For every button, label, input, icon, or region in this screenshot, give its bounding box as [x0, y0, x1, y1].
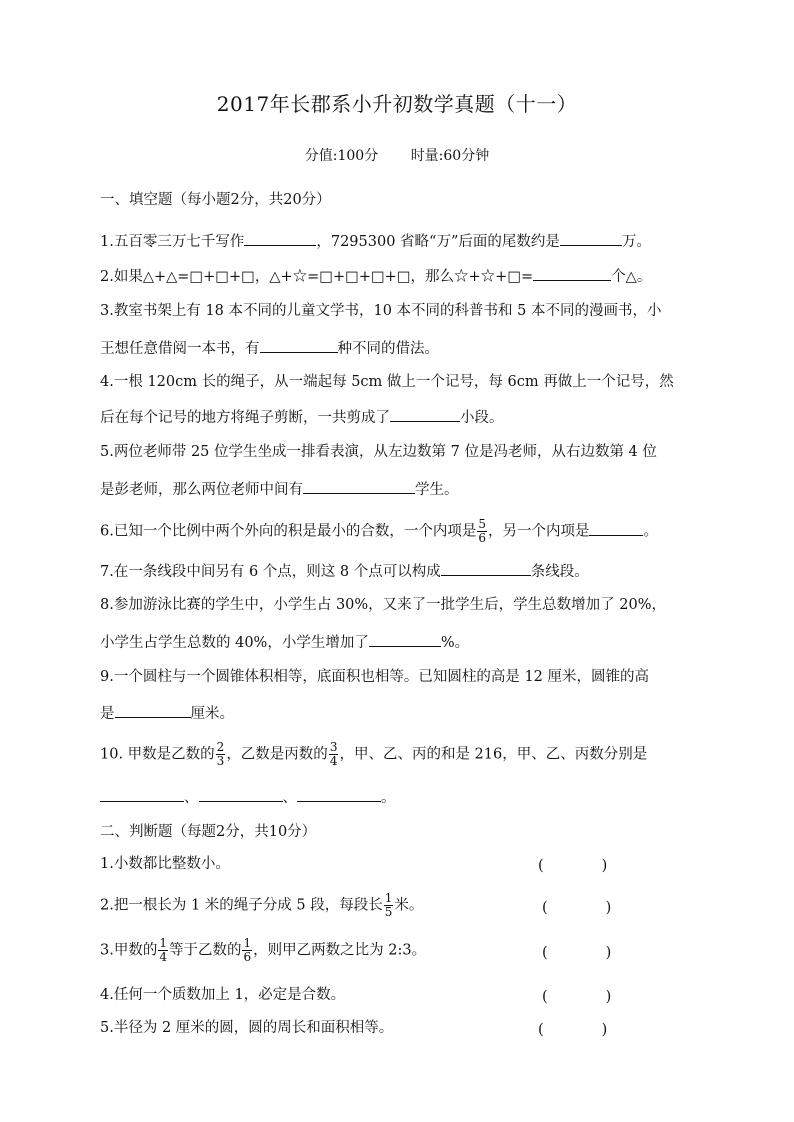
answer-blank[interactable]	[390, 406, 460, 422]
question-5-line1: 5.两位老师带 25 位学生坐成一排看表演，从左边数第 7 位是冯老师，从右边数第 4 位	[100, 444, 657, 460]
judge-answer-box[interactable]: ( )	[542, 900, 612, 916]
fraction: $\frac{3}{4}$	[329, 740, 338, 768]
answer-blank[interactable]	[533, 265, 611, 281]
answer-blank[interactable]	[589, 520, 643, 536]
time-label: 时量:60分钟	[410, 148, 490, 164]
question-5-line2: 是彭老师，那么两位老师中间有 学生。	[100, 478, 459, 500]
judge-answer-box[interactable]: ( )	[538, 858, 608, 874]
fraction: $\frac{1}{6}$	[243, 936, 252, 964]
judge-2: 2.把一根长为 1 米的绳子分成 5 段，每段长 $\frac{1}{5}$ 米。	[100, 891, 424, 919]
question-10-line1: 10. 甲数是乙数的 $\frac{2}{3}$ ，乙数是丙数的 $\frac{3}{4}$ ，甲、乙、丙的和是 216，甲、乙、丙数分别是	[100, 740, 648, 768]
answer-blank[interactable]	[199, 786, 283, 802]
question-3-line1: 3.教室书架上有 18 本不同的儿童文学书，10 本不同的科普书和 5 本不同的漫画书，小	[100, 303, 662, 319]
answer-blank[interactable]	[303, 478, 415, 494]
fraction: $\frac{1}{5}$	[384, 891, 393, 919]
judge-3: 3.甲数的 $\frac{1}{4}$ 等于乙数的 $\frac{1}{6}$ ，则甲乙两数之比为 2:3。	[100, 936, 427, 964]
judge-answer-box[interactable]: ( )	[542, 945, 612, 961]
question-8-line1: 8.参加游泳比赛的学生中，小学生占 30%，又来了一批学生后，学生总数增加了 20%，	[100, 597, 667, 613]
answer-blank[interactable]	[244, 230, 316, 246]
question-7: 7.在一条线段中间另有 6 个点，则这 8 个点可以构成 条线段。	[100, 560, 589, 582]
judge-1: 1.小数都比整数小。	[100, 856, 230, 872]
judge-5: 5.半径为 2 厘米的圆，圆的周长和面积相等。	[100, 1020, 394, 1036]
answer-blank[interactable]	[115, 702, 191, 718]
judge-4: 4.任何一个质数加上 1，必定是合数。	[100, 987, 346, 1003]
answer-blank[interactable]	[369, 631, 441, 647]
fraction: $\frac{1}{4}$	[159, 936, 167, 964]
page-title: 2017年长郡系小升初数学真题（十一）	[216, 92, 578, 116]
score-label: 分值:100分	[304, 148, 379, 164]
judge-answer-box[interactable]: ( )	[538, 1022, 608, 1038]
answer-blank[interactable]	[260, 337, 338, 353]
question-9-line1: 9.一个圆柱与一个圆锥体积相等，底面积也相等。已知圆柱的高是 12 厘米，圆锥的高	[100, 669, 650, 685]
question-6: 6.已知一个比例中两个外向的积是最小的合数，一个内项是 $\frac{5}{6}$ ，另一个内项是 。	[100, 517, 658, 545]
exam-meta	[0, 145, 794, 165]
question-10-line2: 、 、 。	[100, 786, 396, 808]
question-1: 1.五百零三万七千写作 ，7295300 省略“万”后面的尾数约是 万。	[100, 230, 651, 252]
question-2: 2.如果△+△=□+□+□，△+☆=□+□+□+□，那么☆+☆+□= 个△。	[100, 265, 651, 287]
question-4-line1: 4.一根 120cm 长的绳子，从一端起每 5cm 做上一个记号，每 6cm 再做上一个记号，然	[100, 374, 674, 390]
answer-blank[interactable]	[441, 560, 531, 576]
answer-blank[interactable]	[100, 786, 184, 802]
question-9-line2: 是 厘米。	[100, 702, 234, 724]
fraction: $\frac{2}{3}$	[216, 740, 225, 768]
fraction: $\frac{5}{6}$	[478, 517, 486, 545]
judge-answer-box[interactable]: ( )	[542, 989, 612, 1005]
question-4-line2: 后在每个记号的地方将绳子剪断，一共剪成了 小段。	[100, 406, 504, 428]
answer-blank[interactable]	[297, 786, 381, 802]
section1-heading: 一、填空题（每小题2分，共20分）	[100, 192, 331, 208]
answer-blank[interactable]	[560, 230, 622, 246]
section2-heading: 二、判断题（每题2分，共10分）	[100, 824, 317, 840]
question-3-line2: 王想任意借阅一本书，有 种不同的借法。	[100, 337, 439, 359]
question-8-line2: 小学生占学生总数的 40%，小学生增加了 %。	[100, 631, 469, 653]
